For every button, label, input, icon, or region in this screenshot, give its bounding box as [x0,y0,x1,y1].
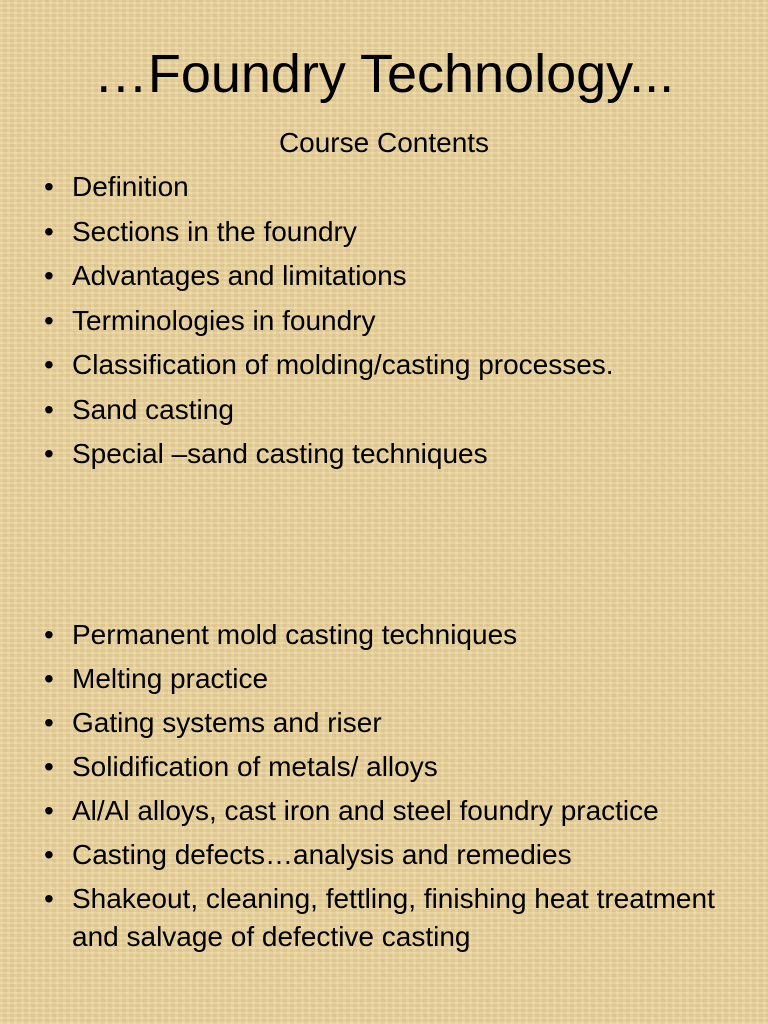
bullet-icon: • [44,707,54,738]
list-item [44,748,744,786]
list-item-text: Special –sand casting techniques [72,438,488,469]
bullet-icon: • [44,438,54,469]
list-item [44,792,744,830]
list-item-text: Gating systems and riser [72,707,382,738]
list-item [44,616,744,654]
bullet-icon: • [44,349,54,380]
list-item [44,346,744,384]
course-contents-list-2 [44,616,744,962]
list-item [44,257,744,295]
list-item-text: Definition [72,171,189,202]
list-item-text: Melting practice [72,663,269,694]
course-contents-list-1 [44,168,744,480]
list-item [44,302,744,340]
list-item-text: Shakeout, cleaning, fettling, finishing heat treatment and salvage of defective casting [72,883,715,952]
list-item [44,880,744,956]
list-item [44,435,744,473]
bullet-icon: • [44,751,54,782]
slide-title: …Foundry Technology... [93,44,675,104]
list-item-text: Classification of molding/casting processes. [72,349,614,380]
list-item [44,836,744,874]
list-item-text: Solidification of metals/ alloys [72,751,438,782]
bullet-icon: • [44,883,54,914]
bullet-icon: • [44,215,54,247]
list-item-text: Terminologies in foundry [72,304,376,336]
list-item-text: Advantages and limitations [72,260,407,291]
bullet-icon: • [44,839,54,870]
bullet-icon: • [44,393,54,425]
list-item-text: Sand casting [72,393,234,425]
bullet-icon: • [44,260,54,291]
bullet-icon: • [44,663,54,694]
bullet-icon: • [44,304,54,336]
list-item-text: Sections in the foundry [72,215,357,247]
list-item [44,168,744,206]
bullet-icon: • [44,619,54,650]
list-item [44,213,744,251]
slide-subtitle: Course Contents [278,127,490,158]
list-item [44,660,744,698]
list-item-text: Al/Al alloys, cast iron and steel foundry practice [72,795,659,826]
list-item-text: Permanent mold casting techniques [72,619,518,650]
list-item-text: Casting defects…analysis and remedies [72,839,572,870]
bullet-icon: • [44,795,54,826]
bullet-icon: • [44,171,54,202]
list-item [44,391,744,429]
list-item [44,704,744,742]
